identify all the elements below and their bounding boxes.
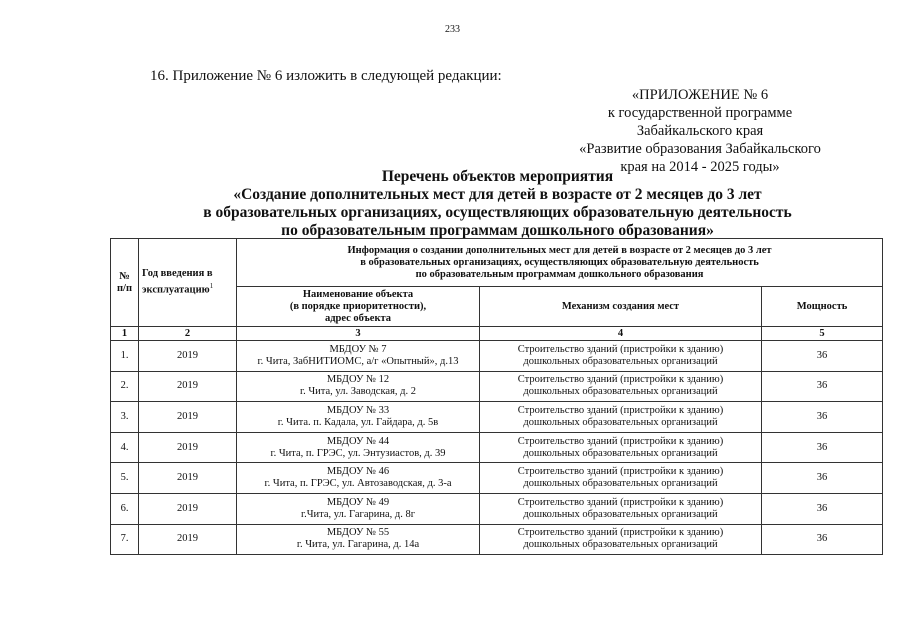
column-number: 4 <box>480 327 762 341</box>
document-title <box>110 168 885 240</box>
header-year: Год введения в эксплуатацию$^1$ <box>139 239 237 327</box>
table-row <box>111 432 883 463</box>
row-capacity: 36 <box>762 432 883 463</box>
row-year: 2019 <box>139 432 237 463</box>
appendix-line: «Развитие образования Забайкальского <box>579 141 821 157</box>
table-row <box>111 402 883 433</box>
column-number-row <box>111 327 883 341</box>
appendix-heading <box>560 86 840 176</box>
row-object: МБДОУ № 33 г. Чита. п. Кадала, ул. Гайдара, д. 5в <box>237 402 480 433</box>
row-mechanism: Строительство зданий (пристройки к зданию) дошкольных образовательных организаций <box>480 402 762 433</box>
page-number: 233 <box>445 24 460 35</box>
title-line: Перечень объектов мероприятия <box>381 168 614 185</box>
row-year: 2019 <box>139 493 237 524</box>
row-num: 1. <box>111 341 139 372</box>
footnote-marker: 1 <box>209 282 214 291</box>
appendix-line: «ПРИЛОЖЕНИЕ № 6 <box>631 87 769 103</box>
row-object: МБДОУ № 55 г. Чита, ул. Гагарина, д. 14а <box>237 524 480 555</box>
row-year: 2019 <box>139 341 237 372</box>
row-mechanism: Строительство зданий (пристройки к зданию) дошкольных образовательных организаций <box>480 341 762 372</box>
row-num: 6. <box>111 493 139 524</box>
title-line: «Создание дополнительных мест для детей в возрасте от 2 месяцев до 3 лет <box>233 186 762 203</box>
row-object: МБДОУ № 7 г. Чита, ЗабНИТИОМС, а/г «Опытный», д.13 <box>237 341 480 372</box>
table-row <box>111 493 883 524</box>
row-object: МБДОУ № 49 г.Чита, ул. Гагарина, д. 8г <box>237 493 480 524</box>
title-line: в образовательных организациях, осуществляющих образовательную деятельность <box>203 204 792 221</box>
table-row <box>111 463 883 494</box>
row-mechanism: Строительство зданий (пристройки к зданию) дошкольных образовательных организаций <box>480 432 762 463</box>
appendix-line: Забайкальского края <box>636 123 764 139</box>
row-year: 2019 <box>139 463 237 494</box>
row-object: МБДОУ № 44 г. Чита, п. ГРЭС, ул. Энтузиастов, д. 39 <box>237 432 480 463</box>
intro-paragraph: 16. Приложение № 6 изложить в следующей редакции: <box>150 68 502 84</box>
row-object: МБДОУ № 46 г. Чита, п. ГРЭС, ул. Автозаводская, д. 3-а <box>237 463 480 494</box>
row-num: 2. <box>111 371 139 402</box>
row-capacity: 36 <box>762 463 883 494</box>
row-capacity: 36 <box>762 493 883 524</box>
row-num: 3. <box>111 402 139 433</box>
row-year: 2019 <box>139 371 237 402</box>
row-num: 4. <box>111 432 139 463</box>
row-year: 2019 <box>139 524 237 555</box>
appendix-line: края на 2014 - 2025 годы» <box>620 159 780 175</box>
header-mechanism: Механизм создания мест <box>480 287 762 327</box>
table-row <box>111 524 883 555</box>
column-number: 3 <box>237 327 480 341</box>
row-object: МБДОУ № 12 г. Чита, ул. Заводская, д. 2 <box>237 371 480 402</box>
row-num: 7. <box>111 524 139 555</box>
row-mechanism: Строительство зданий (пристройки к зданию) дошкольных образовательных организаций <box>480 524 762 555</box>
appendix-line: к государственной программе <box>607 105 793 121</box>
row-mechanism: Строительство зданий (пристройки к зданию) дошкольных образовательных организаций <box>480 371 762 402</box>
row-capacity: 36 <box>762 524 883 555</box>
column-number: 1 <box>111 327 139 341</box>
row-year: 2019 <box>139 402 237 433</box>
row-capacity: 36 <box>762 341 883 372</box>
table-row <box>111 341 883 372</box>
objects-table <box>110 238 883 555</box>
header-object: Наименование объекта (в порядке приоритетности), адрес объекта <box>237 287 480 327</box>
row-mechanism: Строительство зданий (пристройки к зданию) дошкольных образовательных организаций <box>480 493 762 524</box>
row-capacity: 36 <box>762 402 883 433</box>
title-line: по образовательным программам дошкольного образования» <box>281 222 714 239</box>
header-num: № п/п <box>111 239 139 327</box>
header-info: Информация о создании дополнительных мест для детей в возрасте от 2 месяцев до 3 лет в образовательных организациях, осуществляющих образовательную деятельность по образовательным программам дошкольного образования <box>237 239 883 287</box>
table-row <box>111 371 883 402</box>
column-number: 2 <box>139 327 237 341</box>
row-num: 5. <box>111 463 139 494</box>
row-mechanism: Строительство зданий (пристройки к зданию) дошкольных образовательных организаций <box>480 463 762 494</box>
row-capacity: 36 <box>762 371 883 402</box>
column-number: 5 <box>762 327 883 341</box>
header-capacity: Мощность <box>762 287 883 327</box>
